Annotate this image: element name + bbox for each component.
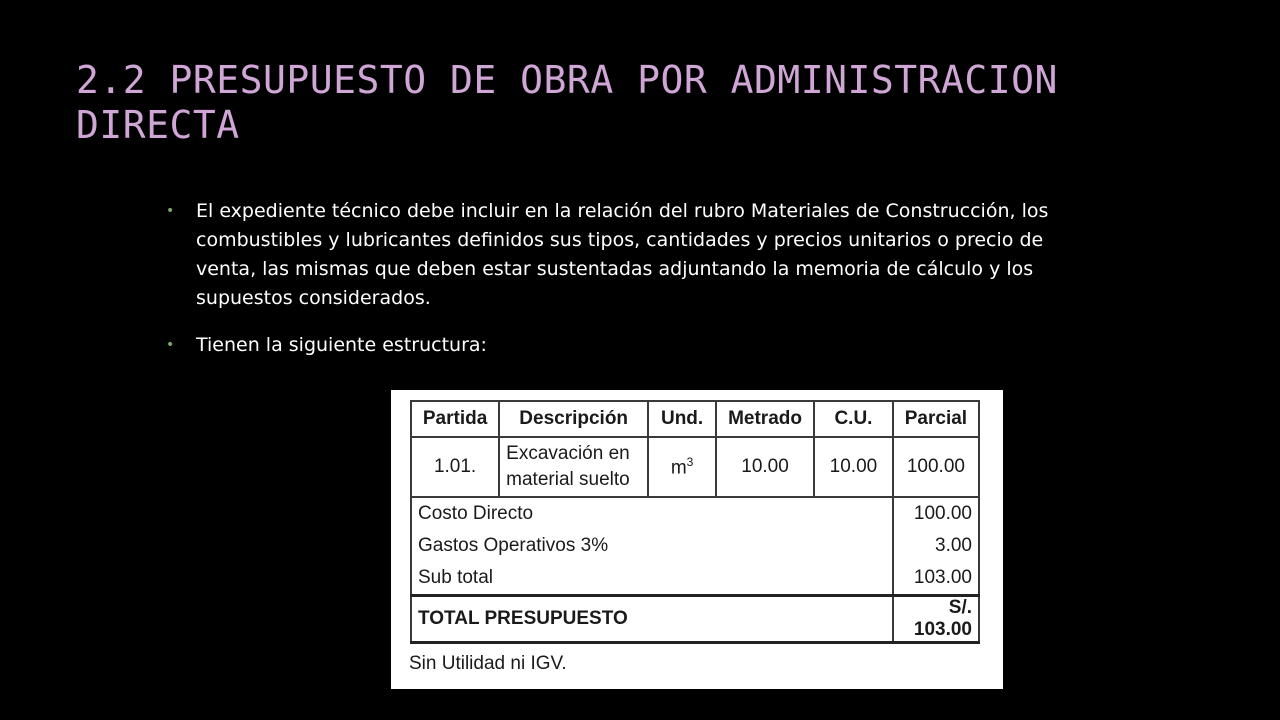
summary-row <box>411 562 979 596</box>
total-label: TOTAL PRESUPUESTO <box>411 596 893 643</box>
column-header: C.U. <box>814 401 893 437</box>
descripcion-line: material suelto <box>506 469 630 490</box>
bullet-item <box>166 331 1086 360</box>
descripcion-line: Excavación en <box>506 443 630 464</box>
total-row <box>411 596 979 643</box>
table-header-row <box>411 401 979 437</box>
table-row <box>411 437 979 497</box>
summary-label: Gastos Operativos 3% <box>411 530 893 562</box>
unidad-cell <box>648 437 716 497</box>
column-header: Descripción <box>499 401 648 437</box>
unidad-text: m <box>670 457 687 479</box>
bullet-dot-icon: • <box>166 337 175 353</box>
bullet-dot-icon: • <box>166 203 175 219</box>
descripcion-cell <box>499 437 648 497</box>
unidad-exponent: 3 <box>686 454 694 469</box>
column-header: Und. <box>648 401 716 437</box>
summary-value: 100.00 <box>893 497 979 530</box>
summary-label: Sub total <box>411 562 893 596</box>
costo-unitario-cell: 10.00 <box>814 437 893 497</box>
summary-value: 3.00 <box>893 530 979 562</box>
partida-cell: 1.01. <box>411 437 499 497</box>
bullet-text: El expediente técnico debe incluir en la relación del rubro Materiales de Construcción, los combustibles y lubricantes definidos sus tipos, cantidades y precios unitarios o precio de venta, las mismas que deben estar sustentadas adjuntando la memoria de cálculo y los supuestos considerados. <box>196 200 1049 309</box>
metrado-cell: 10.00 <box>716 437 814 497</box>
table-note: Sin Utilidad ni IGV. <box>409 653 567 674</box>
bullet-item <box>166 197 1086 313</box>
column-header: Parcial <box>893 401 979 437</box>
budget-table-image <box>391 390 1003 689</box>
summary-row <box>411 530 979 562</box>
summary-value: 103.00 <box>893 562 979 596</box>
summary-row <box>411 497 979 530</box>
column-header: Partida <box>411 401 499 437</box>
total-value: S/. 103.00 <box>893 596 979 643</box>
slide-title: 2.2 PRESUPUESTO DE OBRA POR ADMINISTRACION DIRECTA <box>76 58 1058 147</box>
budget-table <box>410 400 980 644</box>
parcial-cell: 100.00 <box>893 437 979 497</box>
bullet-list <box>166 197 1086 378</box>
bullet-text: Tienen la siguiente estructura: <box>196 334 487 356</box>
column-header: Metrado <box>716 401 814 437</box>
summary-label: Costo Directo <box>411 497 893 530</box>
